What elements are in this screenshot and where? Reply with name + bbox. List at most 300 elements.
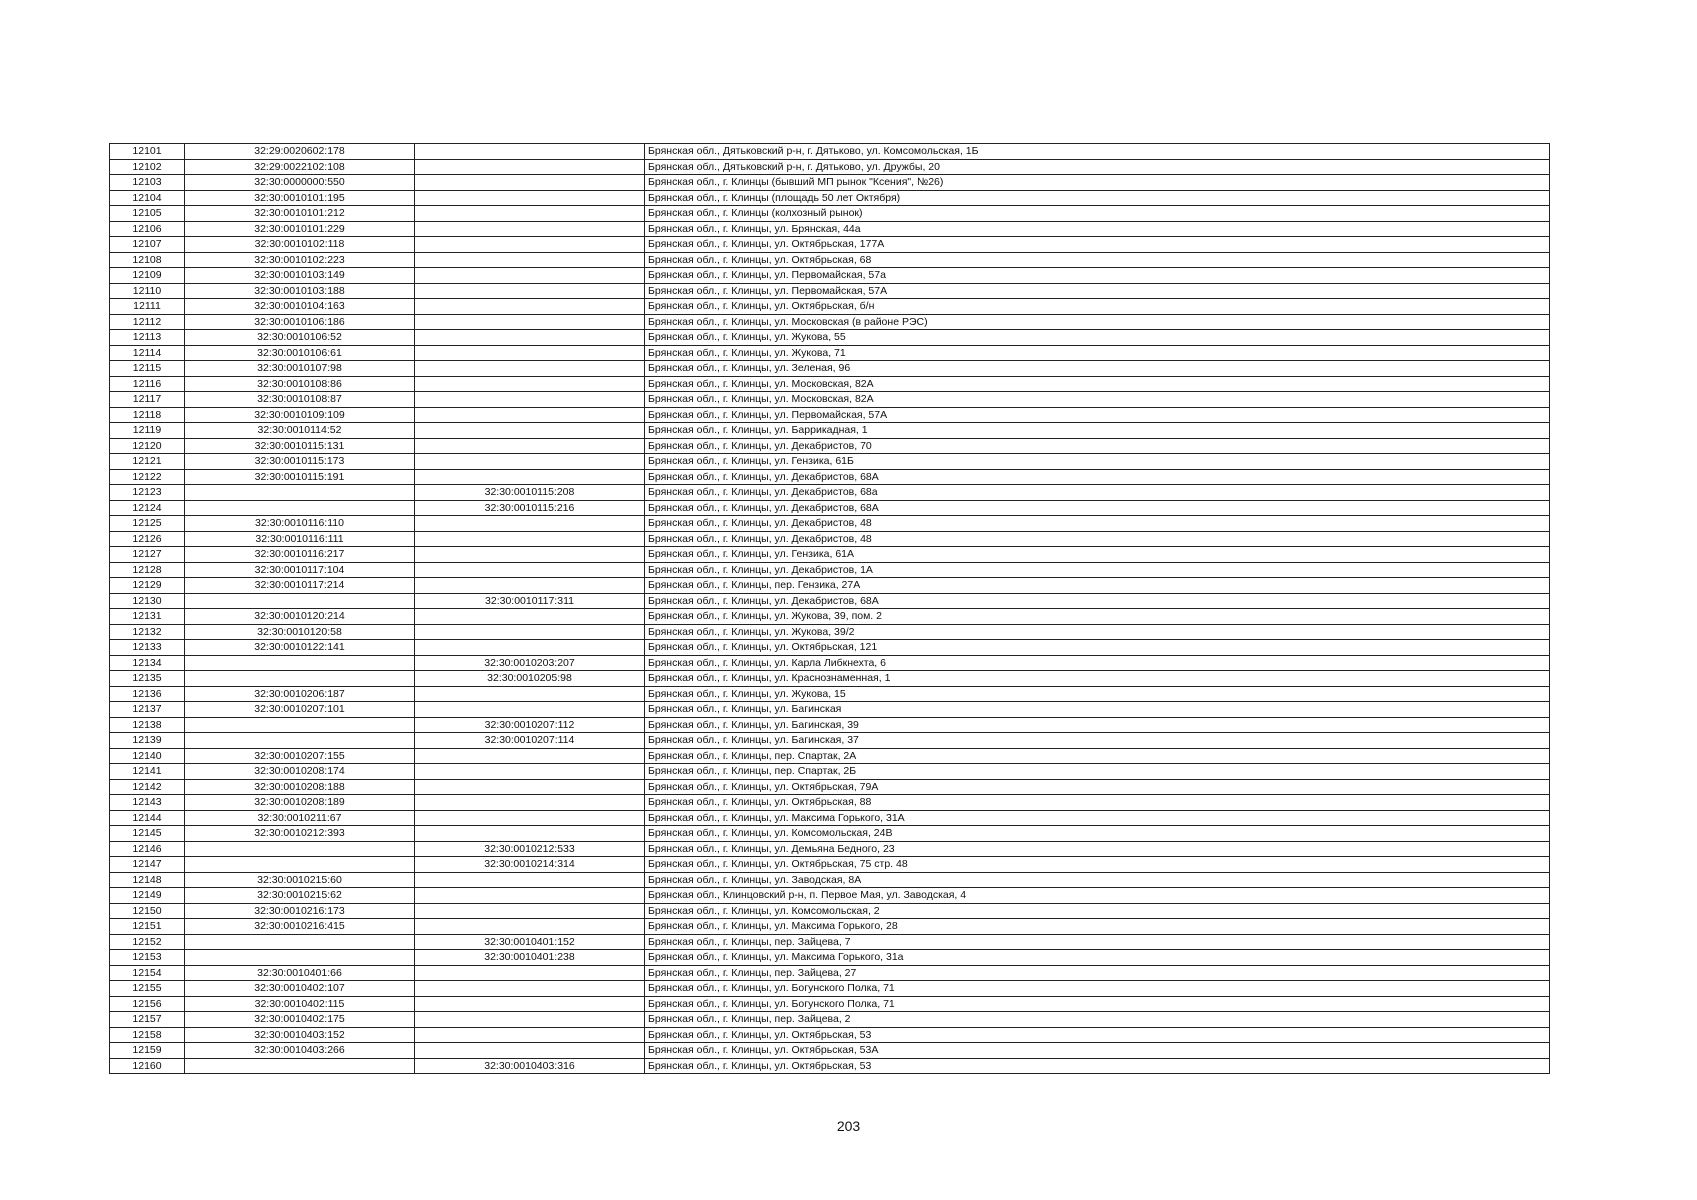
address-cell: Брянская обл., г. Клинцы, ул. Октябрьская, б/н bbox=[645, 299, 1550, 315]
cadastral-number-cell: 32:30:0010115:191 bbox=[185, 469, 415, 485]
cadastral-number-alt-cell bbox=[415, 1012, 645, 1028]
cadastral-number-alt-cell bbox=[415, 903, 645, 919]
cadastral-number-alt-cell: 32:30:0010115:216 bbox=[415, 500, 645, 516]
row-number: 12115 bbox=[110, 361, 185, 377]
row-number: 12134 bbox=[110, 655, 185, 671]
cadastral-number-alt-cell bbox=[415, 872, 645, 888]
table-row bbox=[110, 981, 1550, 997]
table-row bbox=[110, 175, 1550, 191]
cadastral-number-cell: 32:30:0010401:66 bbox=[185, 965, 415, 981]
cadastral-number-cell: 32:29:0022102:108 bbox=[185, 159, 415, 175]
cadastral-number-alt-cell bbox=[415, 299, 645, 315]
cadastral-number-cell: 32:30:0010208:189 bbox=[185, 795, 415, 811]
row-number: 12116 bbox=[110, 376, 185, 392]
address-cell: Брянская обл., г. Клинцы, ул. Брянская, 44а bbox=[645, 221, 1550, 237]
row-number: 12117 bbox=[110, 392, 185, 408]
table-row bbox=[110, 144, 1550, 160]
table-row bbox=[110, 314, 1550, 330]
cadastral-number-cell bbox=[185, 857, 415, 873]
row-number: 12154 bbox=[110, 965, 185, 981]
address-cell: Брянская обл., г. Клинцы, ул. Максима Горького, 31а bbox=[645, 950, 1550, 966]
cadastral-number-alt-cell bbox=[415, 965, 645, 981]
address-cell: Брянская обл., г. Клинцы, ул. Декабристов, 68а bbox=[645, 485, 1550, 501]
address-cell: Брянская обл., г. Клинцы, ул. Московская, 82А bbox=[645, 392, 1550, 408]
cadastral-number-alt-cell bbox=[415, 345, 645, 361]
address-cell: Брянская обл., г. Клинцы, ул. Баррикадная, 1 bbox=[645, 423, 1550, 439]
table-row bbox=[110, 376, 1550, 392]
cadastral-number-cell: 32:30:0010403:152 bbox=[185, 1027, 415, 1043]
cadastral-number-cell: 32:30:0010207:155 bbox=[185, 748, 415, 764]
address-cell: Брянская обл., г. Клинцы (колхозный рынок) bbox=[645, 206, 1550, 222]
table-row bbox=[110, 624, 1550, 640]
cadastral-number-alt-cell bbox=[415, 190, 645, 206]
address-cell: Брянская обл., г. Клинцы, ул. Жукова, 55 bbox=[645, 330, 1550, 346]
row-number: 12114 bbox=[110, 345, 185, 361]
row-number: 12128 bbox=[110, 562, 185, 578]
cadastral-number-alt-cell: 32:30:0010203:207 bbox=[415, 655, 645, 671]
cadastral-number-cell: 32:30:0010403:266 bbox=[185, 1043, 415, 1059]
table-row bbox=[110, 206, 1550, 222]
cadastral-number-alt-cell bbox=[415, 516, 645, 532]
table-row bbox=[110, 299, 1550, 315]
table-row bbox=[110, 531, 1550, 547]
row-number: 12109 bbox=[110, 268, 185, 284]
cadastral-number-alt-cell bbox=[415, 469, 645, 485]
cadastral-number-alt-cell bbox=[415, 547, 645, 563]
cadastral-number-cell: 32:30:0010215:62 bbox=[185, 888, 415, 904]
cadastral-number-cell: 32:30:0010106:186 bbox=[185, 314, 415, 330]
page-number: 203 bbox=[836, 1118, 861, 1134]
cadastral-number-cell bbox=[185, 934, 415, 950]
row-number: 12112 bbox=[110, 314, 185, 330]
table-row bbox=[110, 578, 1550, 594]
table-row bbox=[110, 252, 1550, 268]
cadastral-number-alt-cell bbox=[415, 826, 645, 842]
table-row bbox=[110, 392, 1550, 408]
cadastral-number-alt-cell bbox=[415, 810, 645, 826]
row-number: 12136 bbox=[110, 686, 185, 702]
cadastral-number-alt-cell bbox=[415, 531, 645, 547]
cadastral-number-cell: 32:30:0010206:187 bbox=[185, 686, 415, 702]
address-cell: Брянская обл., г. Клинцы, ул. Октябрьская, 79А bbox=[645, 779, 1550, 795]
row-number: 12113 bbox=[110, 330, 185, 346]
row-number: 12106 bbox=[110, 221, 185, 237]
cadastral-number-alt-cell bbox=[415, 376, 645, 392]
address-cell: Брянская обл., г. Клинцы, ул. Декабристов, 48 bbox=[645, 516, 1550, 532]
cadastral-number-cell: 32:30:0010215:60 bbox=[185, 872, 415, 888]
cadastral-number-alt-cell bbox=[415, 159, 645, 175]
address-cell: Брянская обл., г. Клинцы, ул. Багинская, 39 bbox=[645, 717, 1550, 733]
address-cell: Брянская обл., г. Клинцы, ул. Октябрьская, 177А bbox=[645, 237, 1550, 253]
row-number: 12146 bbox=[110, 841, 185, 857]
row-number: 12102 bbox=[110, 159, 185, 175]
cadastral-number-cell bbox=[185, 593, 415, 609]
address-cell: Брянская обл., г. Клинцы, ул. Гензика, 61Б bbox=[645, 454, 1550, 470]
table-row bbox=[110, 283, 1550, 299]
address-cell: Брянская обл., г. Клинцы, ул. Комсомольская, 2 bbox=[645, 903, 1550, 919]
row-number: 12139 bbox=[110, 733, 185, 749]
cadastral-number-alt-cell bbox=[415, 748, 645, 764]
cadastral-number-alt-cell bbox=[415, 578, 645, 594]
table-row bbox=[110, 686, 1550, 702]
cadastral-number-alt-cell bbox=[415, 640, 645, 656]
cadastral-number-cell: 32:30:0010207:101 bbox=[185, 702, 415, 718]
row-number: 12108 bbox=[110, 252, 185, 268]
table-row bbox=[110, 903, 1550, 919]
row-number: 12147 bbox=[110, 857, 185, 873]
row-number: 12142 bbox=[110, 779, 185, 795]
cadastral-number-alt-cell: 32:30:0010212:533 bbox=[415, 841, 645, 857]
cadastral-number-alt-cell bbox=[415, 407, 645, 423]
row-number: 12124 bbox=[110, 500, 185, 516]
row-number: 12150 bbox=[110, 903, 185, 919]
table-row bbox=[110, 919, 1550, 935]
address-cell: Брянская обл., Клинцовский р-н, п. Первое Мая, ул. Заводская, 4 bbox=[645, 888, 1550, 904]
table-row bbox=[110, 454, 1550, 470]
cadastral-number-alt-cell bbox=[415, 237, 645, 253]
cadastral-number-cell bbox=[185, 733, 415, 749]
address-cell: Брянская обл., г. Клинцы, ул. Первомайская, 57А bbox=[645, 407, 1550, 423]
cadastral-number-cell: 32:30:0010103:188 bbox=[185, 283, 415, 299]
cadastral-number-alt-cell: 32:30:0010205:98 bbox=[415, 671, 645, 687]
row-number: 12143 bbox=[110, 795, 185, 811]
address-cell: Брянская обл., г. Клинцы, ул. Первомайская, 57А bbox=[645, 283, 1550, 299]
table-row bbox=[110, 485, 1550, 501]
cadastral-number-cell: 32:30:0010402:115 bbox=[185, 996, 415, 1012]
address-cell: Брянская обл., г. Клинцы, пер. Зайцева, 2 bbox=[645, 1012, 1550, 1028]
table-row bbox=[110, 407, 1550, 423]
table-row bbox=[110, 857, 1550, 873]
row-number: 12104 bbox=[110, 190, 185, 206]
address-cell: Брянская обл., г. Клинцы, ул. Декабристов, 48 bbox=[645, 531, 1550, 547]
cadastral-number-cell bbox=[185, 841, 415, 857]
cadastral-number-alt-cell: 32:30:0010401:238 bbox=[415, 950, 645, 966]
table-row bbox=[110, 702, 1550, 718]
cadastral-number-alt-cell bbox=[415, 454, 645, 470]
table-row bbox=[110, 841, 1550, 857]
cadastral-number-cell: 32:30:0010402:107 bbox=[185, 981, 415, 997]
cadastral-number-alt-cell bbox=[415, 438, 645, 454]
table-row bbox=[110, 671, 1550, 687]
cadastral-number-cell: 32:30:0010115:131 bbox=[185, 438, 415, 454]
cadastral-number-alt-cell bbox=[415, 702, 645, 718]
row-number: 12103 bbox=[110, 175, 185, 191]
cadastral-number-alt-cell bbox=[415, 175, 645, 191]
cadastral-number-cell: 32:30:0010117:214 bbox=[185, 578, 415, 594]
table-row bbox=[110, 810, 1550, 826]
cadastral-number-cell bbox=[185, 671, 415, 687]
cadastral-number-cell: 32:30:0010103:149 bbox=[185, 268, 415, 284]
address-cell: Брянская обл., г. Клинцы, ул. Краснознаменная, 1 bbox=[645, 671, 1550, 687]
table-row bbox=[110, 469, 1550, 485]
address-cell: Брянская обл., г. Клинцы, ул. Декабристов, 70 bbox=[645, 438, 1550, 454]
address-cell: Брянская обл., Дятьковский р-н, г. Дятьково, ул. Дружбы, 20 bbox=[645, 159, 1550, 175]
table-row bbox=[110, 934, 1550, 950]
cadastral-number-alt-cell bbox=[415, 330, 645, 346]
cadastral-number-alt-cell bbox=[415, 981, 645, 997]
row-number: 12155 bbox=[110, 981, 185, 997]
table-row bbox=[110, 361, 1550, 377]
row-number: 12135 bbox=[110, 671, 185, 687]
cadastral-number-cell: 32:30:0010101:212 bbox=[185, 206, 415, 222]
cadastral-number-cell bbox=[185, 1058, 415, 1074]
row-number: 12130 bbox=[110, 593, 185, 609]
row-number: 12148 bbox=[110, 872, 185, 888]
table-row bbox=[110, 779, 1550, 795]
table-row bbox=[110, 950, 1550, 966]
cadastral-number-cell: 32:30:0010115:173 bbox=[185, 454, 415, 470]
cadastral-number-alt-cell bbox=[415, 609, 645, 625]
cadastral-number-cell: 32:30:0010106:52 bbox=[185, 330, 415, 346]
row-number: 12152 bbox=[110, 934, 185, 950]
address-cell: Брянская обл., г. Клинцы, пер. Зайцева, 27 bbox=[645, 965, 1550, 981]
row-number: 12121 bbox=[110, 454, 185, 470]
cadastral-number-alt-cell bbox=[415, 779, 645, 795]
table-row bbox=[110, 764, 1550, 780]
table-row bbox=[110, 268, 1550, 284]
cadastral-number-alt-cell: 32:30:0010207:114 bbox=[415, 733, 645, 749]
table-row bbox=[110, 345, 1550, 361]
cadastral-number-alt-cell: 32:30:0010117:311 bbox=[415, 593, 645, 609]
table-row bbox=[110, 748, 1550, 764]
address-cell: Брянская обл., г. Клинцы, ул. Октябрьская, 53 bbox=[645, 1027, 1550, 1043]
address-cell: Брянская обл., г. Клинцы, пер. Спартак, 2Б bbox=[645, 764, 1550, 780]
table-row bbox=[110, 1043, 1550, 1059]
row-number: 12141 bbox=[110, 764, 185, 780]
cadastral-number-cell: 32:30:0010107:98 bbox=[185, 361, 415, 377]
cadastral-number-cell: 32:30:0010108:86 bbox=[185, 376, 415, 392]
cadastral-number-cell: 32:30:0010212:393 bbox=[185, 826, 415, 842]
address-cell: Брянская обл., г. Клинцы, ул. Богунского Полка, 71 bbox=[645, 981, 1550, 997]
address-cell: Брянская обл., г. Клинцы, пер. Зайцева, 7 bbox=[645, 934, 1550, 950]
table-row bbox=[110, 330, 1550, 346]
row-number: 12140 bbox=[110, 748, 185, 764]
document-sheet bbox=[109, 143, 1549, 1074]
address-cell: Брянская обл., г. Клинцы, ул. Жукова, 15 bbox=[645, 686, 1550, 702]
cadastral-number-cell: 32:30:0010104:163 bbox=[185, 299, 415, 315]
cadastral-number-cell: 32:30:0010116:110 bbox=[185, 516, 415, 532]
address-cell: Брянская обл., г. Клинцы, ул. Первомайская, 57а bbox=[645, 268, 1550, 284]
address-cell: Брянская обл., г. Клинцы, ул. Багинская bbox=[645, 702, 1550, 718]
table-row bbox=[110, 190, 1550, 206]
table-row bbox=[110, 888, 1550, 904]
table-row bbox=[110, 609, 1550, 625]
cadastral-number-cell bbox=[185, 500, 415, 516]
address-cell: Брянская обл., г. Клинцы, ул. Октябрьская, 53А bbox=[645, 1043, 1550, 1059]
address-cell: Брянская обл., г. Клинцы, ул. Декабристов, 1А bbox=[645, 562, 1550, 578]
cadastral-number-cell: 32:30:0010211:67 bbox=[185, 810, 415, 826]
table-row bbox=[110, 423, 1550, 439]
address-cell: Брянская обл., г. Клинцы, ул. Заводская, 8А bbox=[645, 872, 1550, 888]
row-number: 12133 bbox=[110, 640, 185, 656]
table-row bbox=[110, 826, 1550, 842]
row-number: 12153 bbox=[110, 950, 185, 966]
cadastral-number-cell bbox=[185, 485, 415, 501]
row-number: 12132 bbox=[110, 624, 185, 640]
row-number: 12118 bbox=[110, 407, 185, 423]
table-row bbox=[110, 1012, 1550, 1028]
row-number: 12144 bbox=[110, 810, 185, 826]
cadastral-number-alt-cell bbox=[415, 1043, 645, 1059]
table-body bbox=[110, 144, 1550, 1074]
address-cell: Брянская обл., г. Клинцы, ул. Декабристов, 68А bbox=[645, 469, 1550, 485]
table-row bbox=[110, 655, 1550, 671]
cadastral-number-cell: 32:30:0010208:188 bbox=[185, 779, 415, 795]
cadastral-number-alt-cell bbox=[415, 361, 645, 377]
address-cell: Брянская обл., г. Клинцы (бывший МП рынок "Ксения", №26) bbox=[645, 175, 1550, 191]
cadastral-number-alt-cell bbox=[415, 888, 645, 904]
address-cell: Брянская обл., г. Клинцы, ул. Гензика, 61А bbox=[645, 547, 1550, 563]
table-row bbox=[110, 795, 1550, 811]
cadastral-number-cell: 32:30:0010102:118 bbox=[185, 237, 415, 253]
table-row bbox=[110, 500, 1550, 516]
table-row bbox=[110, 159, 1550, 175]
cadastral-number-alt-cell bbox=[415, 392, 645, 408]
row-number: 12158 bbox=[110, 1027, 185, 1043]
row-number: 12145 bbox=[110, 826, 185, 842]
row-number: 12129 bbox=[110, 578, 185, 594]
table-row bbox=[110, 547, 1550, 563]
cadastral-number-alt-cell bbox=[415, 221, 645, 237]
row-number: 12125 bbox=[110, 516, 185, 532]
table-row bbox=[110, 996, 1550, 1012]
row-number: 12159 bbox=[110, 1043, 185, 1059]
address-cell: Брянская обл., г. Клинцы, ул. Богунского Полка, 71 bbox=[645, 996, 1550, 1012]
address-cell: Брянская обл., г. Клинцы, ул. Октябрьская, 53 bbox=[645, 1058, 1550, 1074]
table-row bbox=[110, 1058, 1550, 1074]
cadastral-number-alt-cell: 32:30:0010207:112 bbox=[415, 717, 645, 733]
row-number: 12151 bbox=[110, 919, 185, 935]
row-number: 12127 bbox=[110, 547, 185, 563]
cadastral-number-cell: 32:30:0010108:87 bbox=[185, 392, 415, 408]
row-number: 12122 bbox=[110, 469, 185, 485]
row-number: 12120 bbox=[110, 438, 185, 454]
table-row bbox=[110, 438, 1550, 454]
address-cell: Брянская обл., г. Клинцы, ул. Багинская, 37 bbox=[645, 733, 1550, 749]
cadastral-number-cell: 32:30:0010120:58 bbox=[185, 624, 415, 640]
row-number: 12126 bbox=[110, 531, 185, 547]
table-row bbox=[110, 516, 1550, 532]
table-row bbox=[110, 562, 1550, 578]
address-cell: Брянская обл., г. Клинцы, ул. Демьяна Бедного, 23 bbox=[645, 841, 1550, 857]
cadastral-number-cell: 32:30:0010101:195 bbox=[185, 190, 415, 206]
cadastral-number-alt-cell bbox=[415, 996, 645, 1012]
cadastral-number-cell: 32:30:0010102:223 bbox=[185, 252, 415, 268]
cadastral-number-cell: 32:30:0010114:52 bbox=[185, 423, 415, 439]
address-cell: Брянская обл., г. Клинцы, ул. Октябрьская, 68 bbox=[645, 252, 1550, 268]
cadastral-number-cell: 32:30:0010117:104 bbox=[185, 562, 415, 578]
address-cell: Брянская обл., г. Клинцы, ул. Жукова, 39, пом. 2 bbox=[645, 609, 1550, 625]
table-row bbox=[110, 965, 1550, 981]
cadastral-number-cell: 32:30:0010116:217 bbox=[185, 547, 415, 563]
address-cell: Брянская обл., г. Клинцы, ул. Максима Горького, 28 bbox=[645, 919, 1550, 935]
address-cell: Брянская обл., г. Клинцы, ул. Московская, 82А bbox=[645, 376, 1550, 392]
address-cell: Брянская обл., г. Клинцы, ул. Октябрьская, 88 bbox=[645, 795, 1550, 811]
cadastral-number-cell: 32:30:0010216:415 bbox=[185, 919, 415, 935]
address-cell: Брянская обл., г. Клинцы, ул. Декабристов, 68А bbox=[645, 593, 1550, 609]
cadastral-number-alt-cell bbox=[415, 314, 645, 330]
cadastral-number-cell: 32:30:0010101:229 bbox=[185, 221, 415, 237]
cadastral-number-cell: 32:30:0010106:61 bbox=[185, 345, 415, 361]
table-row bbox=[110, 872, 1550, 888]
address-cell: Брянская обл., г. Клинцы (площадь 50 лет Октября) bbox=[645, 190, 1550, 206]
address-cell: Брянская обл., г. Клинцы, ул. Московская (в районе РЭС) bbox=[645, 314, 1550, 330]
address-cell: Брянская обл., г. Клинцы, ул. Декабристов, 68А bbox=[645, 500, 1550, 516]
table-row bbox=[110, 717, 1550, 733]
row-number: 12101 bbox=[110, 144, 185, 160]
address-cell: Брянская обл., г. Клинцы, ул. Максима Горького, 31А bbox=[645, 810, 1550, 826]
cadastral-number-cell: 32:30:0010122:141 bbox=[185, 640, 415, 656]
row-number: 12149 bbox=[110, 888, 185, 904]
row-number: 12160 bbox=[110, 1058, 185, 1074]
cadastral-number-cell: 32:30:0010109:109 bbox=[185, 407, 415, 423]
row-number: 12131 bbox=[110, 609, 185, 625]
row-number: 12137 bbox=[110, 702, 185, 718]
cadastral-number-alt-cell bbox=[415, 624, 645, 640]
address-cell: Брянская обл., г. Клинцы, пер. Гензика, 27А bbox=[645, 578, 1550, 594]
row-number: 12111 bbox=[110, 299, 185, 315]
cadastral-number-alt-cell: 32:30:0010214:314 bbox=[415, 857, 645, 873]
row-number: 12119 bbox=[110, 423, 185, 439]
cadastral-number-alt-cell: 32:30:0010403:316 bbox=[415, 1058, 645, 1074]
cadastral-number-cell bbox=[185, 717, 415, 733]
cadastral-number-cell: 32:30:0010208:174 bbox=[185, 764, 415, 780]
cadastral-number-alt-cell: 32:30:0010115:208 bbox=[415, 485, 645, 501]
cadastral-number-alt-cell bbox=[415, 764, 645, 780]
row-number: 12110 bbox=[110, 283, 185, 299]
cadastral-number-cell: 32:30:0000000:550 bbox=[185, 175, 415, 191]
table-row bbox=[110, 1027, 1550, 1043]
row-number: 12157 bbox=[110, 1012, 185, 1028]
table-row bbox=[110, 221, 1550, 237]
address-cell: Брянская обл., г. Клинцы, ул. Жукова, 39/2 bbox=[645, 624, 1550, 640]
row-number: 12138 bbox=[110, 717, 185, 733]
address-cell: Брянская обл., г. Клинцы, ул. Карла Либкнехта, 6 bbox=[645, 655, 1550, 671]
cadastral-number-cell: 32:30:0010402:175 bbox=[185, 1012, 415, 1028]
row-number: 12123 bbox=[110, 485, 185, 501]
address-cell: Брянская обл., г. Клинцы, пер. Спартак, 2А bbox=[645, 748, 1550, 764]
address-cell: Брянская обл., г. Клинцы, ул. Жукова, 71 bbox=[645, 345, 1550, 361]
address-cell: Брянская обл., г. Клинцы, ул. Комсомольская, 24В bbox=[645, 826, 1550, 842]
cadastral-number-alt-cell bbox=[415, 423, 645, 439]
cadastral-number-cell: 32:30:0010120:214 bbox=[185, 609, 415, 625]
address-cell: Брянская обл., г. Клинцы, ул. Зеленая, 96 bbox=[645, 361, 1550, 377]
address-cell: Брянская обл., г. Клинцы, ул. Октябрьская, 75 стр. 48 bbox=[645, 857, 1550, 873]
cadastral-number-cell bbox=[185, 950, 415, 966]
address-cell: Брянская обл., г. Клинцы, ул. Октябрьская, 121 bbox=[645, 640, 1550, 656]
property-table bbox=[109, 143, 1550, 1074]
cadastral-number-cell: 32:30:0010116:111 bbox=[185, 531, 415, 547]
cadastral-number-cell bbox=[185, 655, 415, 671]
cadastral-number-alt-cell bbox=[415, 283, 645, 299]
cadastral-number-alt-cell bbox=[415, 206, 645, 222]
cadastral-number-cell: 32:30:0010216:173 bbox=[185, 903, 415, 919]
row-number: 12107 bbox=[110, 237, 185, 253]
cadastral-number-alt-cell bbox=[415, 795, 645, 811]
cadastral-number-alt-cell bbox=[415, 144, 645, 160]
cadastral-number-alt-cell bbox=[415, 919, 645, 935]
table-row bbox=[110, 640, 1550, 656]
table-row bbox=[110, 237, 1550, 253]
cadastral-number-alt-cell bbox=[415, 268, 645, 284]
cadastral-number-alt-cell bbox=[415, 562, 645, 578]
cadastral-number-alt-cell: 32:30:0010401:152 bbox=[415, 934, 645, 950]
table-row bbox=[110, 593, 1550, 609]
cadastral-number-cell: 32:29:0020602:178 bbox=[185, 144, 415, 160]
cadastral-number-alt-cell bbox=[415, 252, 645, 268]
cadastral-number-alt-cell bbox=[415, 686, 645, 702]
address-cell: Брянская обл., Дятьковский р-н, г. Дятьково, ул. Комсомольская, 1Б bbox=[645, 144, 1550, 160]
